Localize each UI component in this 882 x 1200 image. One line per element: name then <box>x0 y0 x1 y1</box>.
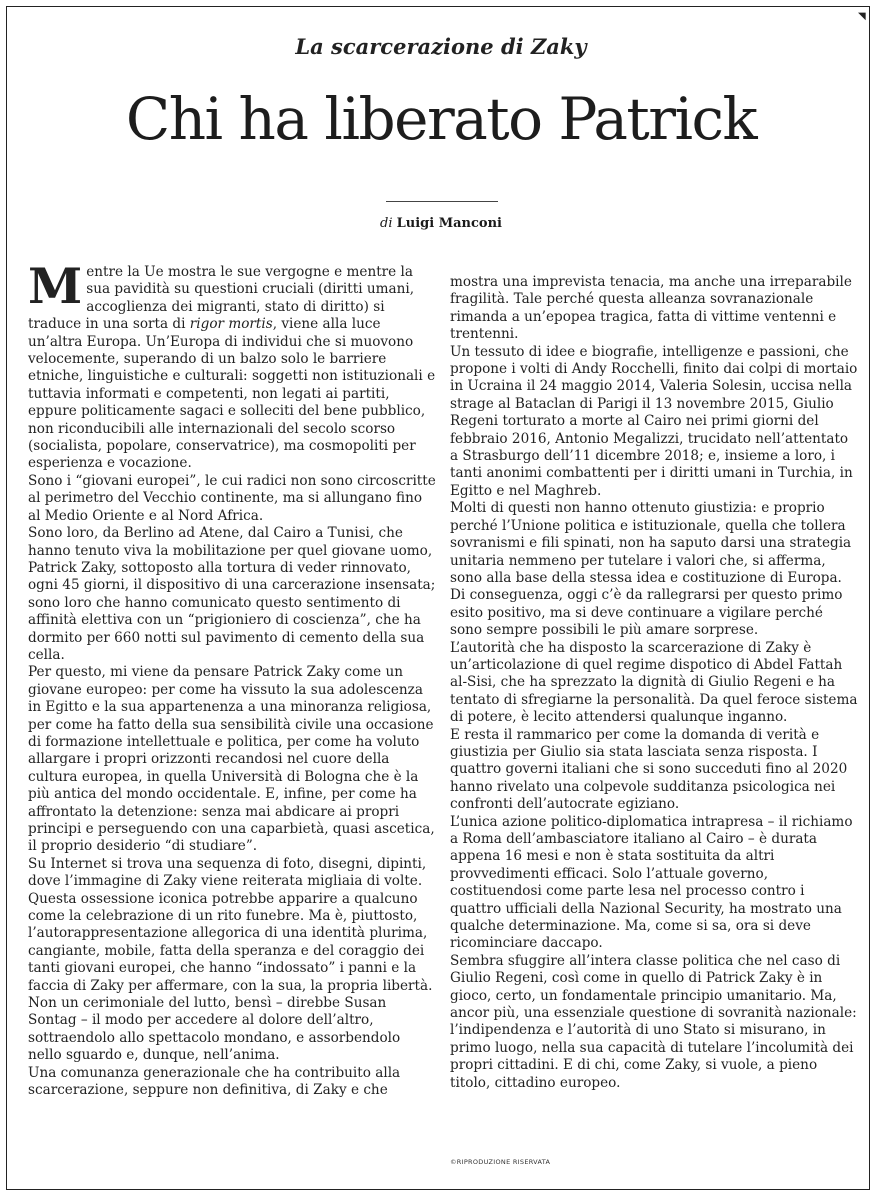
paragraph <box>28 257 436 473</box>
right-column <box>450 274 858 1092</box>
paragraph: Di conseguenza, oggi c’è da rallegrarsi per questo primo esito positivo, ma si deve continuare a vigilare perché sono sempre possibili le più amare sorprese. <box>450 587 843 639</box>
paragraph-italic: rigor mortis <box>189 316 273 333</box>
copyright-notice: ©RIPRODUZIONE RISERVATA <box>450 1158 551 1166</box>
article-kicker: La scarcerazione di Zaky <box>295 34 587 59</box>
paragraph: Sembra sfuggire all’intera classe politica che nel caso di Giulio Regeni, così come in quello di Patrick Zaky è in gioco, certo, un fondamentale principio umanitario. Ma, ancor più, una essenziale questione di sovranità nazionale: l’indipendenza e l’autorità di uno Stato si misurano, in primo luogo, nella sua capacità di tutelare l’incolumità dei propri cittadini. E di chi, come Zaky, si vuole, a pieno titolo, cittadino europeo. <box>450 952 857 1091</box>
paragraph: Per questo, mi viene da pensare Patrick Zaky come un giovane europeo: per come ha vissuto la sua adolescenza in Egitto e la sua appartenenza a una minoranza religiosa, per come ha fatto della sua sensibilità civile una occasione di formazione intellettuale e politica, per come ha voluto allargare i propri orizzonti recandosi nel cuore della cultura europea, in quella Università di Bologna che è la più antica del mondo occidentale. E, infine, per come ha affrontato la detenzione: senza mai abdicare ai propri principi e perseguendo con una caparbietà, quasi ascetica, il proprio desiderio “di studiare”. <box>28 664 435 855</box>
paragraph: mostra una imprevista tenacia, ma anche una irreparabile fragilità. Tale perché questa alleanza sovranazionale rimanda a un’epopea tragica, fatta di vittime ventenni e trentenni. <box>450 274 852 343</box>
paragraph: Molti di questi non hanno ottenuto giustizia: e proprio perché l’Unione politica e istituzionale, quella che tollera sovranismi e fili spinati, non ha saputo darsi una strategia unitaria nemmeno per tutelare i valori che, si afferma, sono alla base della stessa idea e costituzione di Europa. <box>450 500 852 586</box>
paragraph: Su Internet si trova una sequenza di foto, disegni, dipinti, dove l’immagine di Zaky viene reiterata migliaia di volte. Questa ossessione iconica potrebbe apparire a qualcuno come la celebrazione di un rito funebre. Ma è, piuttosto, l’autorappresentazione allegorica di una identità plurima, cangiante, mobile, fatta della speranza e del coraggio dei tanti giovani europei, che hanno “indossato” i panni e la faccia di Zaky per affermare, con la sua, la propria libertà. Non un cerimoniale del lutto, bensì – direbbe Susan Sontag – il modo per accedere al dolore dell’altro, sottraendolo allo spettacolo mondano, e assorbendolo nello sguardo e, dunque, nell’anima. <box>28 855 433 1064</box>
paragraph: Sono i “giovani europei”, le cui radici non sono circoscritte al perimetro del Vecchio continente, ma si allungano fino al Medio Oriente e al Nord Africa. <box>28 472 436 524</box>
paragraph: Una comunanza generazionale che ha contribuito alla scarcerazione, seppure non definitiva, di Zaky e che <box>28 1064 401 1099</box>
byline-prefix: di <box>380 216 393 231</box>
paragraph: Sono loro, da Berlino ad Atene, dal Cairo a Tunisi, che hanno tenuto viva la mobilitazione per quel giovane uomo, Patrick Zaky, sottoposto alla tortura di veder rinnovato, ogni 45 giorni, il dispositivo di una carcerazione insensata; sono loro che hanno comunicato questo sentimento di affinità elettiva con un “prigioniero di coscienza”, che ha dormito per 660 notti sul pavimento di cemento della sua cella. <box>28 525 436 663</box>
byline <box>0 216 882 231</box>
corner-arrow-icon: ◥ <box>858 11 866 22</box>
article-headline: Chi ha liberato Patrick <box>125 85 757 153</box>
paragraph-text: entre la Ue mostra le sue vergogne e mentre la sua pavidità su questioni cruciali (diritti umani, accoglienza dei migranti, stato di diritto) si traduce in una sorta di <box>28 264 415 333</box>
paragraph: L’autorità che ha disposto la scarcerazione di Zaky è un’articolazione di quel regime dispotico di Abdel Fattah al-Sisi, che ha sprezzato la dignità di Giulio Regeni e ha tentato di sfregiarne la personalità. Da quel feroce sistema di potere, è lecito attendersi qualunque inganno. <box>450 639 858 726</box>
paragraph: E resta il rammarico per come la domanda di verità e giustizia per Giulio sia stata lasciata senza risposta. I quattro governi italiani che si sono succeduti fino al 2020 hanno rivelato una colpevole sudditanza psicologica nei confronti dell’autocrate egiziano. <box>450 726 848 813</box>
title-divider <box>386 201 498 202</box>
left-column <box>28 257 436 1100</box>
paragraph: L’unica azione politico-diplomatica intrapresa – il richiamo a Roma dell’ambasciatore italiano al Cairo – è durata appena 16 mesi e non è stata sostituita da altri provvedimenti efficaci. Solo l’attuale governo, costituendosi come parte lesa nel processo contro i quattro ufficiali della Nazional Security, ha mostrato una qualche determinazione. Ma, come si sa, ora si deve ricominciare daccapo. <box>450 813 853 952</box>
byline-author: Luigi Manconi <box>396 216 502 231</box>
dropcap: M <box>28 257 83 315</box>
paragraph-text: , viene alla luce un’altra Europa. Un’Europa di individui che si muovono velocemente, superando di un balzo solo le barriere etniche, linguistiche e culturali: soggetti non istituzionali e tuttavia informati e competenti, non legati ai partiti, eppure politicamente sagaci e solleciti del bene pubblico, non riconducibili alle internazionali del secolo scorso (socialista, popolare, conservatrice), ma cosmopoliti per esperienza e vocazione. <box>28 316 436 472</box>
paragraph: Un tessuto di idee e biografie, intelligenze e passioni, che propone i volti di Andy Rocchelli, finito dai colpi di mortaio in Ucraina il 24 maggio 2014, Valeria Solesin, uccisa nella strage al Bataclan di Parigi il 13 novembre 2015, Giulio Regeni torturato a morte al Cairo nei primi giorni del febbraio 2016, Antonio Megalizzi, trucidato nell’attentato a Strasburgo dell’11 dicembre 2018; e, insieme a loro, i tanti anonimi combattenti per i diritti umani in Turchia, in Egitto e nel Maghreb. <box>450 343 858 499</box>
